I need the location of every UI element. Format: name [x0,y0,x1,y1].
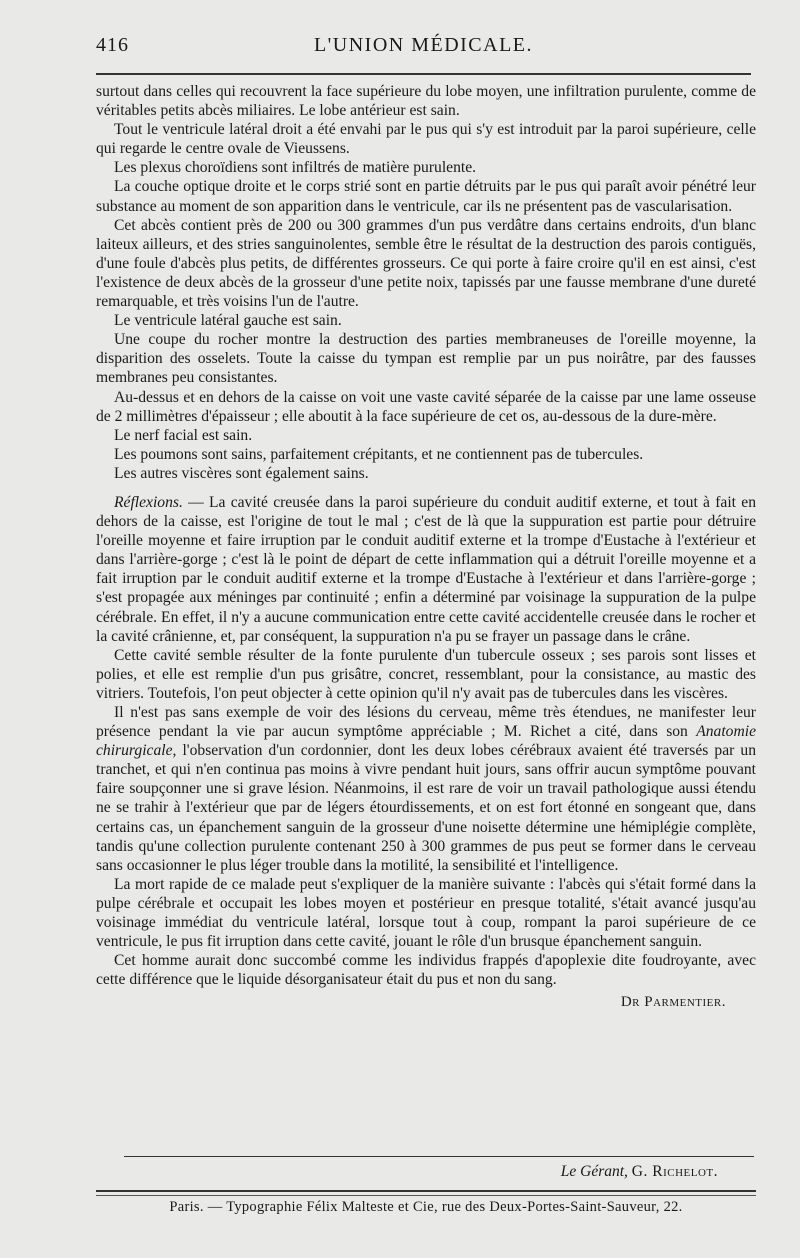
richet-paragraph [96,703,756,875]
author-signature: Dr Parmentier. [620,994,726,1011]
paragraph: La couche optique droite et le corps strié sont en partie détruits par le pus qui paraît avoir pénétré leur substance au moment de son apparition dans le ventricule, car ils ne présentent pas de vascularisation. [96,178,756,215]
gerant-name: G. Richelot. [631,1163,718,1180]
printer-imprint: Paris. — Typographie Félix Malteste et Cie, rue des Deux-Portes-Saint-Sauveur, 22. [169,1199,683,1215]
reflexions-label: Réflexions. [114,493,183,511]
paragraph: Une coupe du rocher montre la destruction des parties membraneuses de l'oreille moyenne, la disparition des osselets. Toute la caisse du tympan est remplie par un pus noirâtre, par des fausses membranes peu consistantes. [96,331,756,387]
richet-text-2: l'observation d'un cordonnier, dont les deux lobes cérébraux avaient été traversés par un tranchet, et qui n'en continua pas moins à vivre pendant huit jours, sans offrir aucun symptôme pouvant faire soupçonner une si grave lésion. Néanmoins, il est rare de voir un travail pathologique aussi étendu ne se trahir à l'extérieur que par de légers étourdissements, et on est fort étonné en songeant que, dans certains cas, un épanchement sanguin de la grosseur d'une noisette détermine une hémiplégie complète, tandis qu'une collection purulente contenant 250 à 300 grammes de pus peut se former dans le cerveau sans occasionner le plus léger trouble dans la motilité, la sensibilité et l'intelligence. [96,742,756,874]
paragraph: Les poumons sont sains, parfaitement crépitants, et ne contiennent pas de tubercules. [114,445,644,463]
reflexions-text: — La cavité creusée dans la paroi supérieure du conduit auditif externe, et tout à fait en dehors de la caisse, est l'origine de tout le mal ; c'est de là que la suppuration est partie pour détruire l'oreille moyenne et faire irruption par le conduit auditif externe et la trompe d'Eustache à l'extérieur et dans l'arrière-gorge ; c'est là le point de départ de cette inflammation qui a détruit l'oreille moyenne et a fait irruption par le conduit auditif externe et la trompe d'Eustache à l'extérieur et dans l'arrière-gorge ; s'est propagée aux méninges par continuité ; enfin a déterminé par voisinage la suppuration de la pulpe cérébrale. En effet, il n'y a aucune communication entre cette cavité accidentelle creusée dans le rocher et la cavité crânienne, et, par conséquent, la suppuration n'a pu se frayer un passage dans le crâne. [96,493,756,645]
paragraph: surtout dans celles qui recouvrent la face supérieure du lobe moyen, une infiltration purulente, comme de véritables petits abcès miliaires. Le lobe antérieur est sain. [96,83,756,120]
paragraph: Cet homme aurait donc succombé comme les individus frappés d'apoplexie dite foudroyante, avec cette différence que le liquide désorganisateur était du pus et non du sang. [96,952,756,989]
gerant-label: Le Gérant, [560,1163,628,1180]
gerant-line [96,1163,718,1181]
imprint-rule [96,1190,756,1192]
paragraph: Tout le ventricule latéral droit a été envahi par le pus qui s'y est introduit par la paroi supérieure, celle qui regarde le centre ovale de Vieussens. [96,121,756,158]
imprint-rule-thin [96,1195,756,1196]
running-title: L'UNION MÉDICALE. [313,34,534,56]
reflexions-paragraph [96,493,756,646]
article-body [96,82,756,1013]
page-number: 416 [96,34,129,56]
header-rule [96,73,751,75]
paragraph: Le ventricule latéral gauche est sain. [114,312,342,330]
paragraph: Le nerf facial est sain. [114,426,253,444]
paragraph: Les plexus choroïdiens sont infiltrés de matière purulente. [114,159,477,177]
paragraph: Au-dessus et en dehors de la caisse on voit une vaste cavité séparée de la caisse par une lame osseuse de 2 millimètres d'épaisseur ; elle aboutit à la face supérieure de cet os, au-dessous de la dure-mère. [96,388,756,425]
paragraph: La mort rapide de ce malade peut s'expliquer de la manière suivante : l'abcès qui s'était formé dans la pulpe cérébrale et occupait les lobes moyen et postérieur en presque totalité, s'était avancé jusqu'au voisinage immédiat du ventricule latéral, lorsque tout à coup, rompant la paroi supérieure de ce ventricule, le pus fit irruption dans cette cavité, jouant le rôle d'un brusque épanchement sanguin. [96,875,756,951]
richet-text-1: Il n'est pas sans exemple de voir des lésions du cerveau, même très étendues, ne manifester leur présence pendant la vie par aucun symptôme appréciable ; M. Richet a cité, dans son [96,704,756,741]
footer-rule [124,1156,754,1157]
page-header [96,34,751,64]
paragraph: Cet abcès contient près de 200 ou 300 grammes d'un pus verdâtre dans certains endroits, d'un blanc laiteux ailleurs, et des stries sanguinolentes, semble être le résultat de la destruction des parois contiguës, d'une foule d'abcès plus petits, de différentes grosseurs. Ce qui porte à faire croire qu'il en est ainsi, c'est l'existence de deux abcès de la grosseur d'une petite noix, tapissés par une fausse membrane d'une dureté remarquable, et très voisins l'un de l'autre. [96,216,756,311]
book-title: Anatomie chirurgicale, [96,723,756,760]
paragraph: Les autres viscères sont également sains. [114,464,369,482]
paragraph: Cette cavité semble résulter de la fonte purulente d'un tubercule osseux ; ses parois sont lisses et polies, et elle est remplie d'un pus grisâtre, concret, ressemblant, pour la consistance, au mastic des vitriers. Toutefois, l'on peut objecter à cette opinion qu'il n'y avait pas de tubercules dans les viscères. [96,646,756,702]
